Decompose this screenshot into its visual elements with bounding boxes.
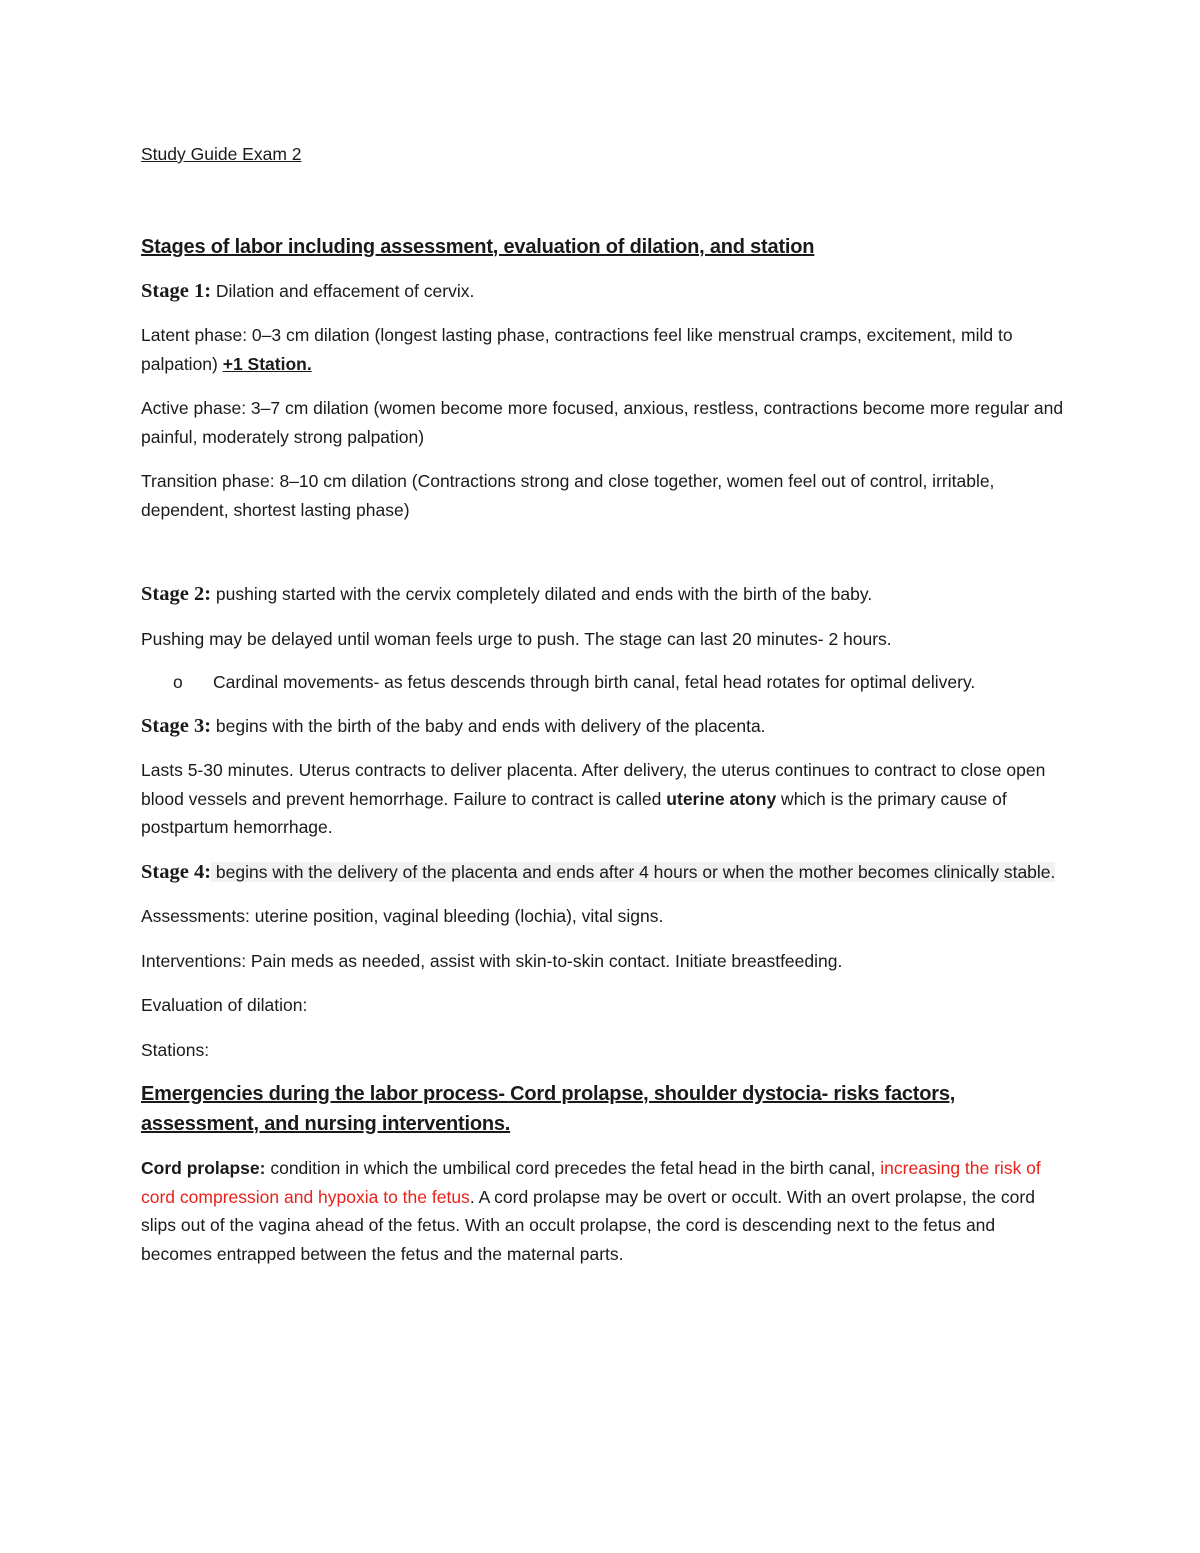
document-body <box>141 140 1066 1268</box>
section-heading-stages-of-labor: Stages of labor including assessment, evaluation of dilation, and station <box>141 235 815 258</box>
uterus-contracts-text-2: which is the primary cause of postpartum hemorrhage. <box>141 788 1007 837</box>
uterus-contracts-text-1: Lasts 5-30 minutes. Uterus contracts to deliver placenta. After delivery, the uterus continues to contract to close open blood vessels and prevent hemorrhage. Failure to contract is called <box>141 760 1046 809</box>
uterus-contracts-paragraph <box>141 756 1066 842</box>
stage-2-paragraph <box>141 580 1066 609</box>
stage-1-label: Stage 1: <box>141 279 212 302</box>
cord-prolapse-text-2: . A cord prolapse may be overt or occult. With an overt prolapse, the cord slips out of the vagina ahead of the fetus. With an occult prolapse, the cord is descending next to the fetus and becomes entrapped between the fetus and the maternal parts. <box>141 1186 1035 1264</box>
stage-3-text: begins with the birth of the baby and ends with delivery of the placenta. <box>211 715 766 736</box>
cord-prolapse-text-1: condition in which the umbilical cord precedes the fetal head in the birth canal, <box>265 1158 881 1178</box>
interventions-paragraph: Interventions: Pain meds as needed, assist with skin-to-skin contact. Initiate breastfeeding. <box>141 950 843 971</box>
assessments-paragraph: Assessments: uterine position, vaginal bleeding (lochia), vital signs. <box>141 906 664 926</box>
latent-phase-station: +1 Station. <box>222 353 312 374</box>
transition-phase-paragraph: Transition phase: 8–10 cm dilation (Contractions strong and close together, women feel out of control, irritable, dependent, shortest lasting phase) <box>141 471 995 520</box>
cord-prolapse-label: Cord prolapse: <box>141 1158 266 1178</box>
stage-1-paragraph <box>141 277 1066 306</box>
stage-4-text: begins with the delivery of the placenta and ends after 4 hours or when the mother becomes clinically stable. <box>211 861 1056 882</box>
evaluation-of-dilation-paragraph: Evaluation of dilation: <box>141 995 308 1015</box>
cord-prolapse-risk-text: increasing the risk of cord compression and hypoxia to the fetus <box>141 1158 1041 1207</box>
stage-4-paragraph <box>141 858 1066 887</box>
stage-2-text: pushing started with the cervix completely dilated and ends with the birth of the baby. <box>211 584 873 604</box>
stage-1-text: Dilation and effacement of cervix. <box>211 280 475 301</box>
pushing-paragraph: Pushing may be delayed until woman feels urge to push. The stage can last 20 minutes- 2 hours. <box>141 628 892 649</box>
latent-phase-text: Latent phase: 0–3 cm dilation (longest lasting phase, contractions feel like menstrual cramps, excitement, mild to palpation) <box>141 325 1013 374</box>
latent-phase-paragraph <box>141 321 1066 378</box>
bullet-marker: o <box>173 672 183 692</box>
active-phase-paragraph: Active phase: 3–7 cm dilation (women become more focused, anxious, restless, contractions become more regular and painful, moderately strong palpation) <box>141 398 1064 447</box>
stage-3-label: Stage 3: <box>141 714 212 737</box>
cord-prolapse-paragraph <box>141 1154 1066 1268</box>
document-title: Study Guide Exam 2 <box>141 144 302 164</box>
stage-2-label: Stage 2: <box>141 583 212 605</box>
stage-4-label: Stage 4: <box>141 860 212 883</box>
cardinal-movements-text: Cardinal movements- as fetus descends through birth canal, fetal head rotates for optimal delivery. <box>213 672 976 692</box>
stations-paragraph: Stations: <box>141 1039 210 1060</box>
section-heading-emergencies: Emergencies during the labor process- Cord prolapse, shoulder dystocia- risks factors, assessment, and nursing interventions. <box>141 1083 956 1135</box>
uterine-atony-term: uterine atony <box>666 788 777 809</box>
cardinal-movements-list-item <box>141 668 1066 697</box>
stage-3-paragraph <box>141 712 1066 741</box>
